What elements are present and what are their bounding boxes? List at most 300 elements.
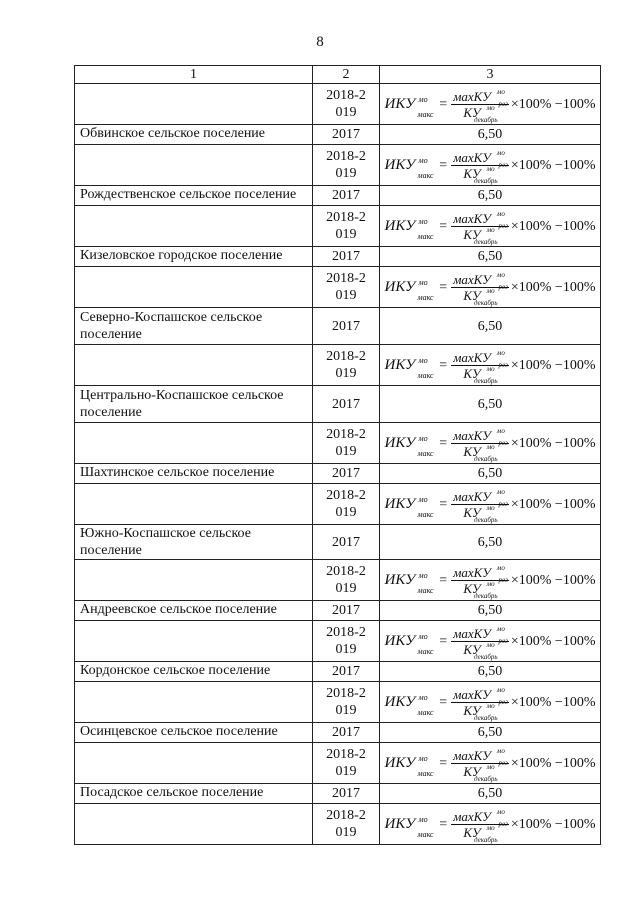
numerator-sup: мо — [496, 87, 505, 96]
year-cell: 2017 — [313, 784, 380, 804]
numerator-symbol: махКУ — [453, 625, 491, 641]
denominator-symbol: КУ — [463, 165, 481, 181]
numerator-symbol: махКУ — [453, 149, 491, 165]
settlement-name-cell: Южно-Коспашское сельское поселение — [75, 525, 313, 560]
formula-numerator — [451, 563, 509, 584]
denominator-symbol: КУ — [463, 702, 481, 718]
formula-denominator — [461, 823, 498, 844]
numerator-sub: рег — [498, 499, 508, 508]
formula-lhs-symbol: ИКУ — [384, 434, 416, 451]
formula-lhs-sub: макс — [417, 585, 434, 595]
year-cell — [313, 423, 380, 464]
table-row — [75, 560, 601, 601]
numerator-sub: рег — [498, 282, 508, 291]
value-cell: 6,50 — [380, 308, 601, 345]
formula-lhs — [384, 277, 437, 302]
numerator-sup: мо — [496, 148, 505, 157]
table-row — [75, 484, 601, 525]
formula-lhs — [384, 155, 437, 180]
table-row — [75, 525, 601, 560]
denominator-symbol: КУ — [463, 443, 481, 459]
formula-denominator — [461, 442, 498, 463]
formula-lhs-sup: мо — [418, 216, 428, 226]
formula-tail: ×100% −100% — [510, 96, 596, 112]
denominator-sub: декабрь — [474, 115, 498, 124]
settlement-name-cell: Центрально-Коспашское сельское поселение — [75, 386, 313, 423]
denominator-sup: мо — [486, 701, 495, 710]
year-range: 2018-2019 — [326, 625, 366, 657]
formula-tail: ×100% −100% — [510, 279, 596, 295]
settlement-name-cell — [75, 84, 313, 125]
denominator-sub: декабрь — [474, 237, 498, 246]
formula-lhs-sup: мо — [418, 433, 428, 443]
settlement-name-cell: Рождественское сельское поселение — [75, 186, 313, 206]
denominator-symbol: КУ — [463, 763, 481, 779]
formula-numerator — [451, 685, 509, 706]
formula-lhs-sub: макс — [417, 231, 434, 241]
formula-fraction — [451, 685, 509, 722]
denominator-sup: мо — [486, 640, 495, 649]
formula-equals: = — [439, 572, 448, 588]
header-col-1: 1 — [75, 66, 313, 84]
denominator-sub: декабрь — [474, 652, 498, 661]
formula-denominator — [461, 225, 498, 246]
year-cell: 2017 — [313, 125, 380, 145]
formula-equals: = — [439, 218, 448, 234]
formula-numerator — [451, 209, 509, 230]
table-row — [75, 267, 601, 308]
formula-lhs — [384, 570, 437, 595]
formula-fraction — [451, 807, 509, 844]
numerator-sub: рег — [498, 99, 508, 108]
numerator-sup: мо — [496, 807, 505, 816]
numerator-symbol: махКУ — [453, 271, 491, 287]
formula-fraction — [451, 746, 509, 783]
settlement-name-cell: Северно-Коспашское сельское поселение — [75, 308, 313, 345]
settlement-name-cell — [75, 345, 313, 386]
formula-lhs-symbol: ИКУ — [384, 754, 416, 771]
settlement-name-cell: Кизеловское городское поселение — [75, 247, 313, 267]
value-cell: 6,50 — [380, 125, 601, 145]
year-range: 2018-2019 — [326, 488, 366, 520]
formula-lhs — [384, 494, 437, 519]
denominator-sub: декабрь — [474, 298, 498, 307]
index-formula — [384, 563, 596, 600]
formula-numerator — [451, 624, 509, 645]
year-cell — [313, 206, 380, 247]
year-cell — [313, 267, 380, 308]
settlement-name-cell: Обвинское сельское поселение — [75, 125, 313, 145]
table-row — [75, 308, 601, 345]
numerator-symbol: махКУ — [453, 210, 491, 226]
year-cell — [313, 84, 380, 125]
settlement-name-cell — [75, 206, 313, 247]
formula-cell — [380, 560, 601, 601]
numerator-sup: мо — [496, 426, 505, 435]
formula-denominator — [461, 701, 498, 722]
index-formula — [384, 209, 596, 246]
formula-lhs-sub: макс — [417, 109, 434, 119]
numerator-sub: рег — [498, 697, 508, 706]
formula-lhs-sub: макс — [417, 707, 434, 717]
year-range: 2018-2019 — [326, 210, 366, 242]
settlement-name-cell — [75, 621, 313, 662]
formula-lhs-sup: мо — [418, 692, 428, 702]
value-cell: 6,50 — [380, 662, 601, 682]
year-cell — [313, 145, 380, 186]
denominator-sup: мо — [486, 442, 495, 451]
value-cell: 6,50 — [380, 247, 601, 267]
year-cell — [313, 484, 380, 525]
numerator-symbol: махКУ — [453, 808, 491, 824]
formula-denominator — [461, 286, 498, 307]
numerator-sup: мо — [496, 348, 505, 357]
formula-cell — [380, 621, 601, 662]
formula-lhs-sup: мо — [418, 155, 428, 165]
denominator-symbol: КУ — [463, 287, 481, 303]
year-range: 2018-2019 — [326, 686, 366, 718]
formula-fraction — [451, 348, 509, 385]
table-row — [75, 662, 601, 682]
numerator-symbol: махКУ — [453, 564, 491, 580]
formula-lhs-sup: мо — [418, 814, 428, 824]
numerator-sub: рег — [498, 221, 508, 230]
formula-denominator — [461, 164, 498, 185]
numerator-sub: рег — [498, 575, 508, 584]
value-cell: 6,50 — [380, 525, 601, 560]
numerator-sup: мо — [496, 209, 505, 218]
formula-lhs-symbol: ИКУ — [384, 95, 416, 112]
index-formula — [384, 148, 596, 185]
formula-tail: ×100% −100% — [510, 572, 596, 588]
formula-lhs-sup: мо — [418, 631, 428, 641]
settlement-name-cell — [75, 267, 313, 308]
settlement-name-cell: Осинцевское сельское поселение — [75, 723, 313, 743]
denominator-sup: мо — [486, 164, 495, 173]
index-formula — [384, 348, 596, 385]
formula-lhs-symbol: ИКУ — [384, 278, 416, 295]
formula-lhs-sub: макс — [417, 292, 434, 302]
formula-lhs-sub: макс — [417, 509, 434, 519]
year-cell — [313, 621, 380, 662]
denominator-sup: мо — [486, 503, 495, 512]
formula-numerator — [451, 348, 509, 369]
formula-lhs — [384, 433, 437, 458]
value-cell: 6,50 — [380, 601, 601, 621]
formula-fraction — [451, 209, 509, 246]
formula-numerator — [451, 270, 509, 291]
header-col-3: 3 — [380, 66, 601, 84]
formula-fraction — [451, 148, 509, 185]
denominator-sub: декабрь — [474, 376, 498, 385]
value-cell: 6,50 — [380, 386, 601, 423]
settlement-name-cell — [75, 484, 313, 525]
formula-tail: ×100% −100% — [510, 496, 596, 512]
formula-cell — [380, 423, 601, 464]
formula-cell — [380, 84, 601, 125]
formula-denominator — [461, 103, 498, 124]
formula-lhs-symbol: ИКУ — [384, 693, 416, 710]
formula-lhs — [384, 355, 437, 380]
formula-numerator — [451, 87, 509, 108]
denominator-sup: мо — [486, 579, 495, 588]
denominator-symbol: КУ — [463, 504, 481, 520]
formula-lhs-sup: мо — [418, 570, 428, 580]
formula-lhs-sup: мо — [418, 94, 428, 104]
formula-numerator — [451, 807, 509, 828]
numerator-sub: рег — [498, 636, 508, 645]
value-cell: 6,50 — [380, 186, 601, 206]
table-row — [75, 206, 601, 247]
numerator-symbol: махКУ — [453, 427, 491, 443]
value-cell: 6,50 — [380, 464, 601, 484]
year-cell — [313, 560, 380, 601]
index-formula — [384, 426, 596, 463]
denominator-sup: мо — [486, 103, 495, 112]
numerator-symbol: махКУ — [453, 349, 491, 365]
table-row — [75, 84, 601, 125]
formula-tail: ×100% −100% — [510, 357, 596, 373]
index-formula — [384, 487, 596, 524]
formula-cell — [380, 206, 601, 247]
table-row — [75, 145, 601, 186]
formula-denominator — [461, 364, 498, 385]
numerator-sub: рег — [498, 160, 508, 169]
denominator-sub: декабрь — [474, 591, 498, 600]
year-cell: 2017 — [313, 186, 380, 206]
denominator-sub: декабрь — [474, 713, 498, 722]
settlement-name-cell — [75, 804, 313, 845]
formula-lhs-symbol: ИКУ — [384, 571, 416, 588]
numerator-sup: мо — [496, 487, 505, 496]
formula-equals: = — [439, 633, 448, 649]
formula-lhs — [384, 216, 437, 241]
formula-cell — [380, 145, 601, 186]
value-cell: 6,50 — [380, 784, 601, 804]
settlement-name-cell — [75, 743, 313, 784]
denominator-sub: декабрь — [474, 176, 498, 185]
formula-lhs — [384, 94, 437, 119]
formula-tail: ×100% −100% — [510, 816, 596, 832]
formula-lhs-sup: мо — [418, 277, 428, 287]
index-formula — [384, 746, 596, 783]
denominator-symbol: КУ — [463, 824, 481, 840]
year-range: 2018-2019 — [326, 349, 366, 381]
formula-lhs-sub: макс — [417, 646, 434, 656]
table-body — [75, 84, 601, 845]
formula-lhs-sub: макс — [417, 829, 434, 839]
table-row — [75, 784, 601, 804]
numerator-sup: мо — [496, 746, 505, 755]
numerator-sup: мо — [496, 270, 505, 279]
formula-fraction — [451, 87, 509, 124]
formula-equals: = — [439, 496, 448, 512]
year-range: 2018-2019 — [326, 564, 366, 596]
formula-numerator — [451, 746, 509, 767]
formula-tail: ×100% −100% — [510, 755, 596, 771]
denominator-sub: декабрь — [474, 774, 498, 783]
settlement-name-cell — [75, 423, 313, 464]
formula-tail: ×100% −100% — [510, 435, 596, 451]
index-formula — [384, 270, 596, 307]
table-row — [75, 423, 601, 464]
formula-lhs — [384, 692, 437, 717]
numerator-sup: мо — [496, 685, 505, 694]
formula-fraction — [451, 426, 509, 463]
denominator-sup: мо — [486, 364, 495, 373]
formula-equals: = — [439, 157, 448, 173]
formula-denominator — [461, 579, 498, 600]
table-row — [75, 125, 601, 145]
table-header-row — [75, 66, 601, 84]
formula-numerator — [451, 426, 509, 447]
page-number: 8 — [316, 34, 324, 50]
formula-lhs-sup: мо — [418, 355, 428, 365]
formula-tail: ×100% −100% — [510, 157, 596, 173]
year-cell — [313, 682, 380, 723]
formula-lhs-symbol: ИКУ — [384, 815, 416, 832]
denominator-sub: декабрь — [474, 515, 498, 524]
numerator-symbol: махКУ — [453, 686, 491, 702]
formula-lhs-symbol: ИКУ — [384, 356, 416, 373]
formula-equals: = — [439, 755, 448, 771]
tariff-table — [74, 65, 601, 845]
formula-lhs-symbol: ИКУ — [384, 632, 416, 649]
table-row — [75, 186, 601, 206]
denominator-symbol: КУ — [463, 226, 481, 242]
header-col-2: 2 — [313, 66, 380, 84]
formula-lhs-sub: макс — [417, 768, 434, 778]
year-cell — [313, 743, 380, 784]
formula-denominator — [461, 762, 498, 783]
denominator-sup: мо — [486, 762, 495, 771]
formula-fraction — [451, 624, 509, 661]
formula-lhs-sub: макс — [417, 370, 434, 380]
table-row — [75, 682, 601, 723]
formula-equals: = — [439, 279, 448, 295]
formula-fraction — [451, 563, 509, 600]
numerator-sup: мо — [496, 563, 505, 572]
index-formula — [384, 624, 596, 661]
denominator-symbol: КУ — [463, 365, 481, 381]
formula-tail: ×100% −100% — [510, 694, 596, 710]
formula-lhs-symbol: ИКУ — [384, 156, 416, 173]
settlement-name-cell: Посадское сельское поселение — [75, 784, 313, 804]
table-row — [75, 743, 601, 784]
value-cell: 6,50 — [380, 723, 601, 743]
formula-lhs-sub: макс — [417, 448, 434, 458]
denominator-sub: декабрь — [474, 835, 498, 844]
formula-lhs-sup: мо — [418, 753, 428, 763]
year-range: 2018-2019 — [326, 808, 366, 840]
table-row — [75, 386, 601, 423]
formula-fraction — [451, 270, 509, 307]
year-cell: 2017 — [313, 601, 380, 621]
formula-lhs-sub: макс — [417, 170, 434, 180]
formula-equals: = — [439, 435, 448, 451]
denominator-sub: декабрь — [474, 454, 498, 463]
formula-equals: = — [439, 357, 448, 373]
formula-fraction — [451, 487, 509, 524]
formula-numerator — [451, 487, 509, 508]
formula-cell — [380, 345, 601, 386]
year-cell: 2017 — [313, 723, 380, 743]
numerator-symbol: махКУ — [453, 488, 491, 504]
denominator-sup: мо — [486, 286, 495, 295]
formula-lhs — [384, 753, 437, 778]
formula-tail: ×100% −100% — [510, 218, 596, 234]
formula-lhs-symbol: ИКУ — [384, 217, 416, 234]
formula-numerator — [451, 148, 509, 169]
numerator-sub: рег — [498, 438, 508, 447]
year-cell: 2017 — [313, 308, 380, 345]
numerator-sup: мо — [496, 624, 505, 633]
formula-lhs-sup: мо — [418, 494, 428, 504]
denominator-sup: мо — [486, 823, 495, 832]
settlement-name-cell: Кордонское сельское поселение — [75, 662, 313, 682]
formula-equals: = — [439, 816, 448, 832]
settlement-name-cell: Шахтинское сельское поселение — [75, 464, 313, 484]
year-cell — [313, 804, 380, 845]
settlement-name-cell — [75, 682, 313, 723]
year-range: 2018-2019 — [326, 271, 366, 303]
denominator-symbol: КУ — [463, 104, 481, 120]
denominator-symbol: КУ — [463, 641, 481, 657]
table-row — [75, 247, 601, 267]
settlement-name-cell: Андреевское сельское поселение — [75, 601, 313, 621]
formula-denominator — [461, 503, 498, 524]
formula-cell — [380, 484, 601, 525]
formula-equals: = — [439, 96, 448, 112]
numerator-sub: рег — [498, 758, 508, 767]
formula-equals: = — [439, 694, 448, 710]
formula-denominator — [461, 640, 498, 661]
table-row — [75, 601, 601, 621]
year-range: 2018-2019 — [326, 88, 366, 120]
numerator-symbol: махКУ — [453, 747, 491, 763]
formula-cell — [380, 682, 601, 723]
formula-tail: ×100% −100% — [510, 633, 596, 649]
table-row — [75, 345, 601, 386]
numerator-sub: рег — [498, 819, 508, 828]
year-cell: 2017 — [313, 525, 380, 560]
formula-cell — [380, 267, 601, 308]
year-range: 2018-2019 — [326, 747, 366, 779]
index-formula — [384, 87, 596, 124]
settlement-name-cell — [75, 560, 313, 601]
settlement-name-cell — [75, 145, 313, 186]
year-cell: 2017 — [313, 386, 380, 423]
formula-cell — [380, 804, 601, 845]
numerator-symbol: махКУ — [453, 88, 491, 104]
formula-lhs-symbol: ИКУ — [384, 495, 416, 512]
year-range: 2018-2019 — [326, 427, 366, 459]
table-row — [75, 464, 601, 484]
year-cell: 2017 — [313, 247, 380, 267]
year-cell: 2017 — [313, 662, 380, 682]
denominator-sup: мо — [486, 225, 495, 234]
table-row — [75, 723, 601, 743]
denominator-symbol: КУ — [463, 580, 481, 596]
formula-cell — [380, 743, 601, 784]
index-formula — [384, 685, 596, 722]
year-range: 2018-2019 — [326, 149, 366, 181]
table-row — [75, 621, 601, 662]
index-formula — [384, 807, 596, 844]
year-cell: 2017 — [313, 464, 380, 484]
table-row — [75, 804, 601, 845]
formula-lhs — [384, 631, 437, 656]
